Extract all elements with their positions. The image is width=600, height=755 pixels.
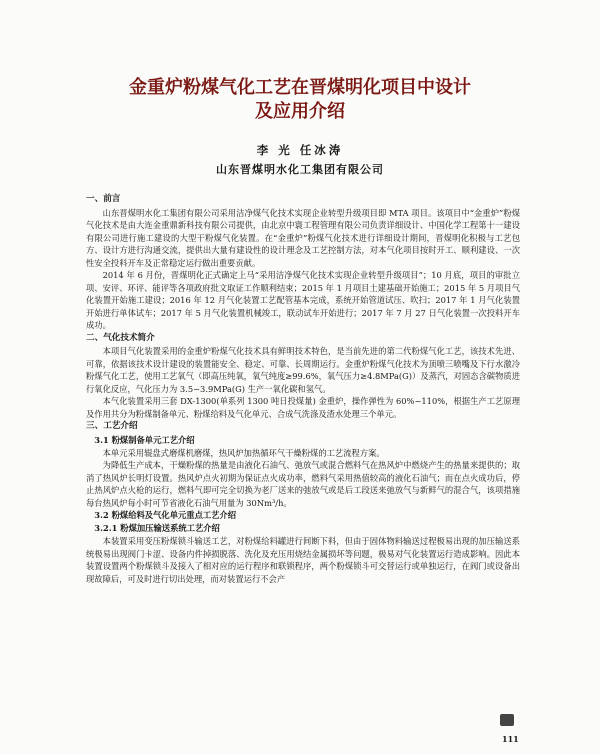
paragraph: 山东晋煤明水化工集团有限公司采用洁净煤气化技术实现企业转型升级项目即 MTA 项目。该项目中“金重炉”粉煤气化技术是由大连金重鼎新科技有限公司提供，由北京中寰工程管理有限公司负责详细设计、中国化学工程第十一建设有限公司进行施工建设的大型干粉煤气化装置。在“金重炉”粉煤气化技术进行详细设计期间，晋煤明化积极与工艺包方、设计方进行沟通交流，提供出大量有建设性的设计理念及工艺控制方法，对本气化项目按时开工、顺利建设、一次性安全投料开车及正常稳定运行做出重要贡献。 <box>86 207 520 268</box>
section-heading-preface: 一、前言 <box>86 194 121 204</box>
section-heading-process: 三、工艺介绍 <box>86 421 138 431</box>
subsection-heading-3-2-1: 3.2.1 粉煤加压输送系统工艺介绍 <box>94 523 220 533</box>
paragraph: 为降低生产成本，干燥粉煤的热量是由液化石油气、弛放气或混合燃料气在热风炉中燃烧产生的热量来提供的；取消了热风炉长明灯设置。热风炉点火初期为保证点火成功率，燃料气采用热值较高的液化石油气；而在点火成功后，停止热风炉点火枪的运行，燃料气即可完全切换为老厂送来的弛放气或是后工段送来弛放气与新鲜气的混合气，该项措施每台热风炉每小时可节省液化石油气用量为 30Nm³/h。 <box>86 460 520 508</box>
article-title-line-1: 金重炉粉煤气化工艺在晋煤明化项目中设计 <box>129 77 471 98</box>
paragraph: 本气化装置采用三套 DX-1300(单系列 1300 吨日投煤量) 金重炉，操作弹性为 60%~110%，根据生产工艺原理及作用共分为粉煤制备单元、粉煤给料及气化单元、合成气洗涤及渣水处理三个单元。 <box>86 396 520 419</box>
scan-mark <box>500 714 514 726</box>
page-number: 111 <box>502 734 519 744</box>
paragraph: 本装置采用变压粉煤锁斗输送工艺，对粉煤给料罐进行间断下料，但由于固体物料输送过程极易出现的加压输送系统极易出现阀门卡涩、设备内件掉损脱落、洗化及充压用烧结金属损坏等问题，极易对气化装置运行造成影响。因此本装置设置两个粉煤锁斗及接入了相对应的运行程序和联锁程序，两个粉煤锁斗可交替运行或单独运行，在阀门或设备出现故障后，可及时进行切出处理，而对装置运行不会产 <box>86 536 520 584</box>
subsection-heading-3-2: 3.2 粉煤给料及气化单元重点工艺介绍 <box>94 510 237 520</box>
authors: 李 光 任冰涛 <box>256 143 344 157</box>
paragraph: 2014 年 6 月份，晋煤明化正式确定上马“采用洁净煤气化技术实现企业转型升级项目”；10 月底，项目的审批立项、安评、环评、能评等各项政府批文取证工作顺利结束；2015 年 1 月项目土建基础开始施工；2015 年 5 月项目气化装置开始施工建设；2016 年 12 月气化装置工艺配管基本完成，系统开始管道试压、吹扫；2017 年 1 月气化装置开始进行单体试车；2017 年 5 月气化装置机械竣工，联动试车开始进行；2017 年 7 月 27 日气化装置一次投料开车成功。 <box>86 270 520 330</box>
section-heading-technology: 二、气化技术简介 <box>86 332 155 343</box>
subsection-heading-3-1: 3.1 粉煤制备单元工艺介绍 <box>94 434 195 445</box>
affiliation: 山东晋煤明水化工集团有限公司 <box>216 163 384 176</box>
paragraph: 本项目气化装置采用的金重炉粉煤气化技术具有鲜明技术特色，是当前先进的第二代粉煤气化工艺，该技术先进、可靠，依据该技术设计建设的装置能安全、稳定、可靠、长周期运行。金重炉粉煤气化技术为顶喷三喷嘴及下行水激冷粉煤气化工艺，使用工艺氧气（即高压纯氧，氧气纯度≥99.6%，氧气压力≥4.8MPa(G)）及蒸汽，对固态含碳物质进行氧化反应，气化压力为 3.5~3.9MPa(G) 生产一氧化碳和氢气。 <box>86 346 520 394</box>
article-title-line-2: 及应用介绍 <box>255 101 345 122</box>
article-body <box>86 193 520 733</box>
paragraph: 本单元采用辊盘式磨煤机磨煤，热风炉加热循环气干燥粉煤的工艺流程方案。 <box>102 447 385 458</box>
